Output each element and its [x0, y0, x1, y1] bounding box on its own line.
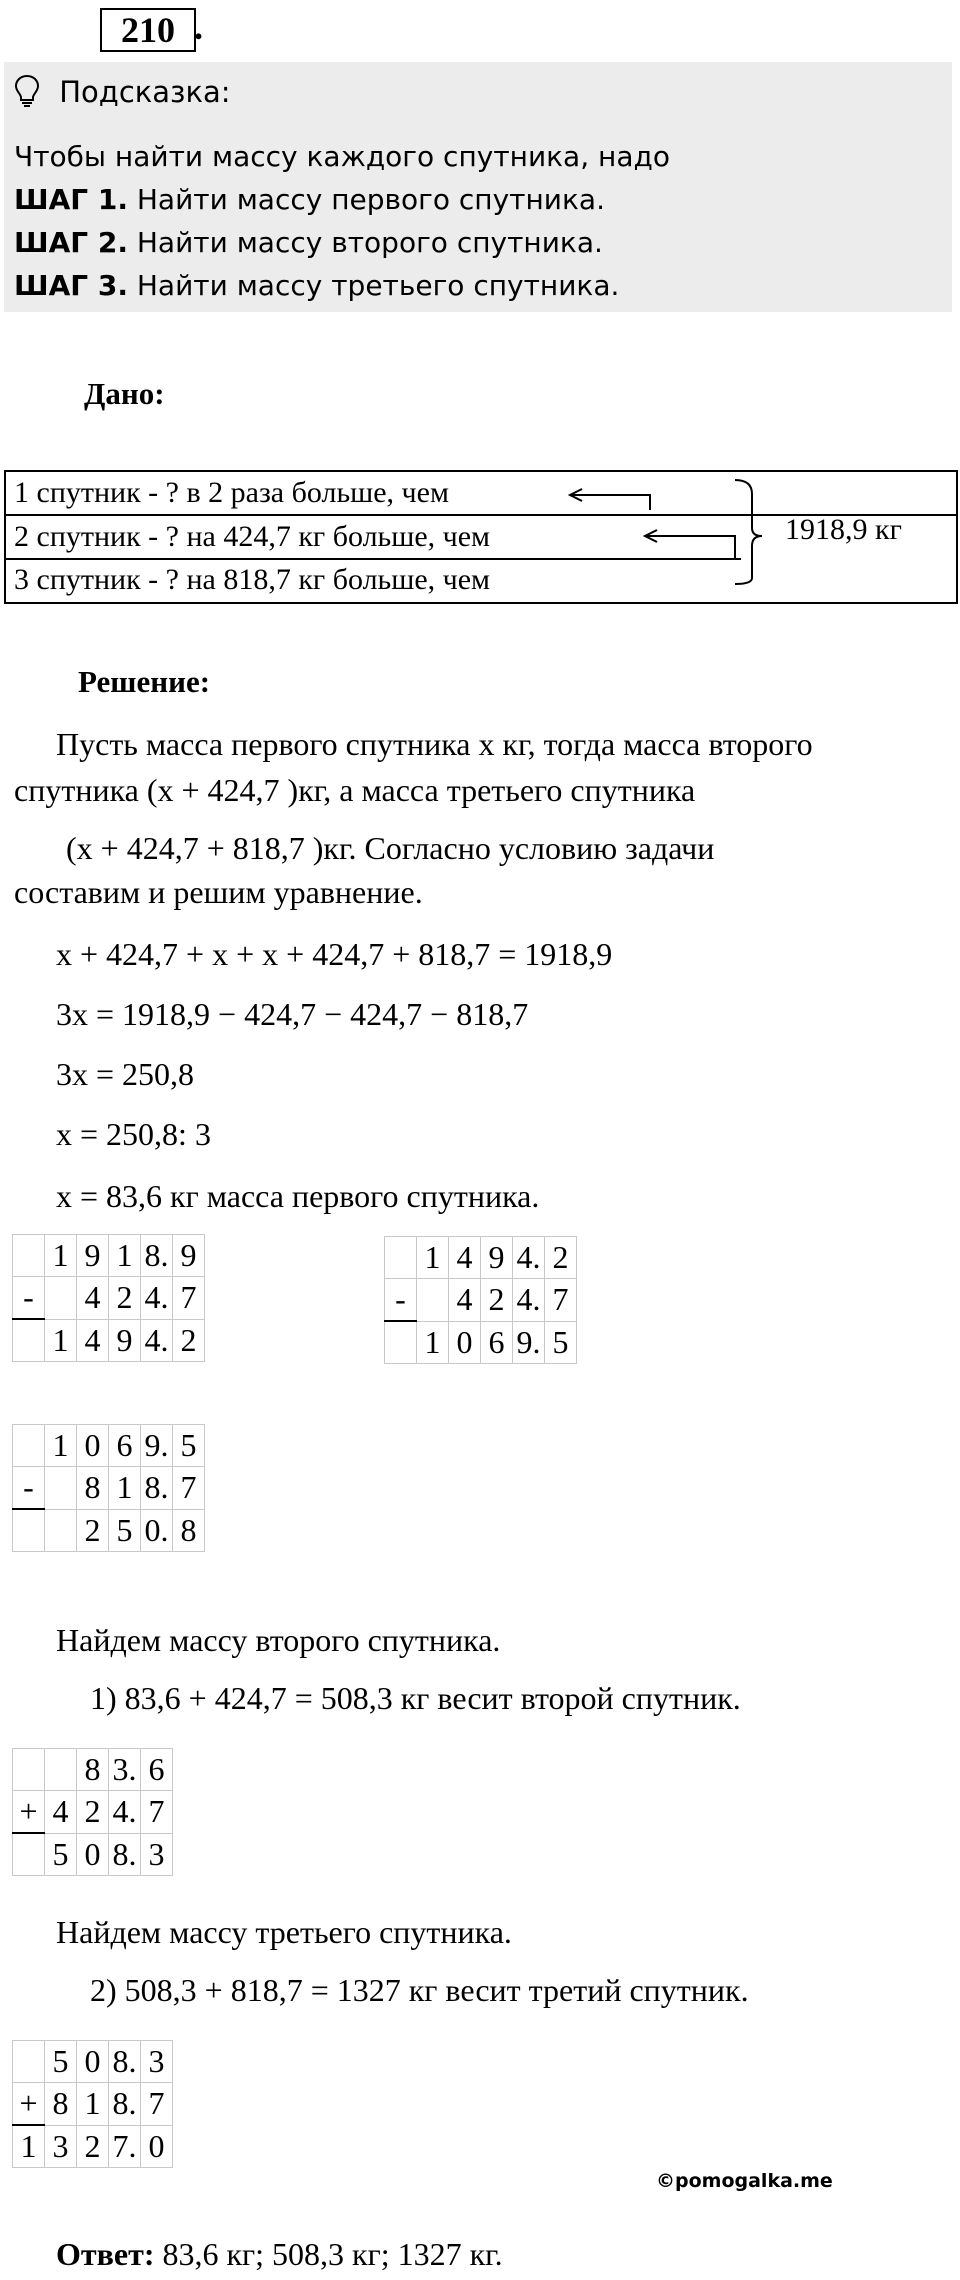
digit-cell: 8.	[109, 2041, 141, 2083]
digit-cell: 1	[109, 1467, 141, 1510]
equation: x + 424,7 + x + x + 424,7 + 818,7 = 1918,9	[56, 936, 613, 972]
solution-text: (x + 424,7 + 818,7 )кг. Согласно условию задачи	[66, 830, 715, 866]
operator-sign: +	[13, 2083, 45, 2126]
answer-text: 83,6 кг; 508,3 кг; 1327 кг.	[154, 2236, 503, 2272]
second-heading: Найдем массу второго спутника.	[56, 1622, 501, 1658]
column-addition-1	[12, 1748, 173, 1876]
column-subtraction-3	[12, 1424, 205, 1552]
answer-label: Ответ:	[56, 2236, 155, 2272]
digit-cell: 0.	[141, 1509, 173, 1552]
equation: 3x = 250,8	[56, 1056, 195, 1092]
step-label: ШАГ 1.	[14, 183, 128, 216]
digit-cell	[45, 1277, 77, 1320]
digit-cell: 5	[173, 1425, 205, 1467]
equation: 3x = 1918,9 − 424,7 − 424,7 − 818,7	[56, 996, 529, 1032]
digit-cell: 2	[109, 1277, 141, 1320]
digit-cell: 5	[545, 1321, 577, 1364]
digit-cell: 4.	[141, 1319, 173, 1362]
hint-intro: Чтобы найти массу каждого спутника, надо	[14, 140, 670, 173]
digit-cell: 1	[45, 1235, 77, 1277]
digit-cell: 1	[417, 1237, 449, 1279]
op-cell	[13, 1509, 45, 1552]
digit-cell	[45, 1467, 77, 1510]
step-text: Найти массу третьего спутника.	[127, 269, 620, 302]
step-text: Найти массу первого спутника.	[127, 183, 605, 216]
given-row-text: 3 спутник - ? на 818,7 кг больше, чем	[14, 563, 491, 596]
op-cell	[13, 1235, 45, 1277]
op-cell	[13, 1833, 45, 1876]
second-calc: 1) 83,6 + 424,7 = 508,3 кг весит второй спутник.	[90, 1680, 741, 1716]
digit-cell: 6	[141, 1749, 173, 1791]
digit-cell: 0	[449, 1321, 481, 1364]
digit-cell: 9	[77, 1235, 109, 1277]
digit-cell: 7.	[109, 2125, 141, 2168]
digit-cell: 8	[45, 2083, 77, 2126]
digit-cell: 2	[173, 1319, 205, 1362]
problem-number-dot: .	[194, 7, 203, 47]
lightbulb-icon	[14, 75, 59, 109]
digit-cell: 0	[77, 1833, 109, 1876]
digit-cell: 7	[545, 1279, 577, 1322]
third-calc: 2) 508,3 + 818,7 = 1327 кг весит третий спутник.	[90, 1972, 749, 2008]
digit-cell: 2	[481, 1279, 513, 1322]
digit-cell: 1	[77, 2083, 109, 2126]
step-text: Найти массу второго спутника.	[127, 226, 603, 259]
digit-cell: 1	[417, 1321, 449, 1364]
step-label: ШАГ 2.	[14, 226, 128, 259]
digit-cell: 2	[77, 1791, 109, 1834]
watermark: ©pomogalka.me	[656, 2170, 833, 2192]
op-cell	[385, 1321, 417, 1364]
digit-cell: 0	[77, 1425, 109, 1467]
operator-sign: -	[385, 1279, 417, 1322]
equation: x = 250,8: 3	[56, 1116, 211, 1152]
digit-cell: 5	[109, 1509, 141, 1552]
digit-cell: 9.	[513, 1321, 545, 1364]
digit-cell: 3	[45, 2125, 77, 2168]
digit-cell	[45, 1509, 77, 1552]
digit-cell: 1	[45, 1425, 77, 1467]
problem-number: 210	[100, 8, 196, 52]
digit-cell: 4	[77, 1319, 109, 1362]
digit-cell	[417, 1279, 449, 1322]
digit-cell: 4.	[513, 1237, 545, 1279]
digit-cell: 1	[45, 1319, 77, 1362]
hint-step-3	[14, 269, 619, 302]
digit-cell: 4	[45, 1791, 77, 1834]
digit-cell: 4	[449, 1237, 481, 1279]
column-addition-2	[12, 2040, 173, 2168]
operator-sign: +	[13, 1791, 45, 1834]
hint-header	[14, 74, 231, 109]
digit-cell: 2	[77, 1509, 109, 1552]
relation-arrows	[0, 460, 960, 610]
digit-cell: 5	[45, 2041, 77, 2083]
digit-cell: 7	[173, 1467, 205, 1510]
answer-line	[56, 2236, 503, 2273]
given-row-text: 1 спутник - ? в 2 раза больше, чем	[14, 476, 449, 509]
digit-cell: 0	[141, 2125, 173, 2168]
digit-cell: 1	[13, 2125, 45, 2168]
op-cell	[385, 1237, 417, 1279]
op-cell	[13, 1319, 45, 1362]
solution-heading: Решение:	[78, 664, 211, 699]
solution-text: составим и решим уравнение.	[14, 874, 423, 910]
digit-cell: 4.	[109, 1791, 141, 1834]
digit-cell: 8	[173, 1509, 205, 1552]
digit-cell: 3	[141, 1833, 173, 1876]
digit-cell: 8.	[109, 2083, 141, 2126]
step-label: ШАГ 3.	[14, 269, 128, 302]
digit-cell: 8	[77, 1749, 109, 1791]
digit-cell: 4.	[513, 1279, 545, 1322]
digit-cell: 4	[449, 1279, 481, 1322]
digit-cell: 9.	[141, 1425, 173, 1467]
digit-cell: 6	[481, 1321, 513, 1364]
digit-cell: 9	[173, 1235, 205, 1277]
digit-cell: 8.	[141, 1467, 173, 1510]
column-subtraction-1	[12, 1234, 205, 1362]
equation: x = 83,6 кг масса первого спутника.	[56, 1178, 540, 1214]
given-total: 1918,9 кг	[785, 513, 902, 546]
digit-cell: 7	[141, 2083, 173, 2126]
hint-title: Подсказка:	[59, 75, 231, 109]
solution-text: Пусть масса первого спутника х кг, тогда масса второго	[56, 726, 813, 762]
digit-cell: 8.	[141, 1235, 173, 1277]
operator-sign: -	[13, 1277, 45, 1320]
digit-cell: 2	[77, 2125, 109, 2168]
digit-cell: 4.	[141, 1277, 173, 1320]
digit-cell: 8.	[109, 1833, 141, 1876]
digit-cell: 9	[481, 1237, 513, 1279]
given-heading: Дано:	[84, 376, 165, 411]
given-row-text: 2 спутник - ? на 424,7 кг больше, чем	[14, 520, 491, 553]
solution-text: спутника (x + 424,7 )кг, а масса третьего спутника	[14, 772, 696, 808]
digit-cell: 6	[109, 1425, 141, 1467]
digit-cell: 3	[141, 2041, 173, 2083]
digit-cell: 0	[77, 2041, 109, 2083]
digit-cell: 1	[109, 1235, 141, 1277]
digit-cell: 5	[45, 1833, 77, 1876]
digit-cell: 8	[77, 1467, 109, 1510]
column-subtraction-2	[384, 1236, 577, 1364]
operator-sign: -	[13, 1467, 45, 1510]
op-cell	[13, 1425, 45, 1467]
digit-cell: 7	[141, 1791, 173, 1834]
digit-cell: 3.	[109, 1749, 141, 1791]
third-heading: Найдем массу третьего спутника.	[56, 1914, 512, 1950]
digit-cell: 4	[77, 1277, 109, 1320]
hint-step-2	[14, 226, 603, 259]
digit-cell	[45, 1749, 77, 1791]
digit-cell: 9	[109, 1319, 141, 1362]
hint-step-1	[14, 183, 605, 216]
op-cell	[13, 1749, 45, 1791]
digit-cell: 2	[545, 1237, 577, 1279]
digit-cell: 7	[173, 1277, 205, 1320]
op-cell	[13, 2041, 45, 2083]
